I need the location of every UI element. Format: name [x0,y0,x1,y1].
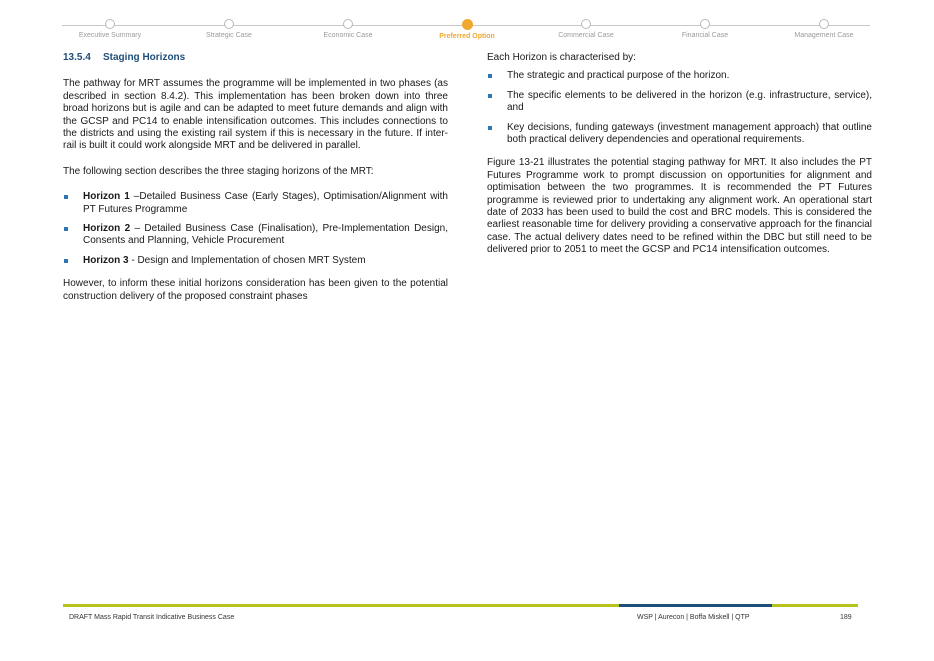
horizons-intro-paragraph: The following section describes the three staging horizons of the MRT: [63,165,374,177]
nav-step-label: Financial Case [681,32,729,39]
list-item [63,223,448,248]
nav-step-commercial-case[interactable] [526,19,646,39]
nav-step-dot [581,19,591,29]
footer-rule-segment [619,604,772,607]
bullet-icon [64,227,68,231]
footer-rule-segment [63,604,619,607]
bullet-icon [488,126,492,130]
nav-step-label: Economic Case [323,32,373,39]
footer-doc-title: DRAFT Mass Rapid Transit Indicative Business Case [69,614,235,621]
bullet-text: The strategic and practical purpose of the horizon. [507,70,730,82]
page-number: 189 [840,614,852,621]
nav-step-dot [819,19,829,29]
section-navigation [62,0,870,50]
characterised-intro: Each Horizon is characterised by: [487,52,636,63]
nav-step-label: Commercial Case [558,32,614,39]
characteristics-list [487,70,872,146]
section-number: 13.5.4 [63,52,91,63]
nav-step-dot [224,19,234,29]
bullet-icon [488,94,492,98]
nav-step-dot [700,19,710,29]
bullet-text: Key decisions, funding gateways (investment management approach) that outline both practical delivery dependencies and operational requirements. [507,121,872,146]
section-title: Staging Horizons [103,52,186,63]
figure-description-paragraph: Figure 13-21 illustrates the potential staging pathway for MRT. It also includes the PT Futures Programme work to prompt discussion on opportunities for alignment and optimisation between the two programmes. It is recommended the PT Futures programme is reviewed prior to undertaking any alignment work. An operational start date of 2033 has been used to build the cost and BRC models. This is considered the earliest reasonable time for delivery providing a conservative approach for the financial case. The actual delivery dates need to be refined within the DBC but still need to be delivered prior to 2051 to meet the GCSP and PC14 intensification outcomes. [487,157,872,256]
nav-step-financial-case[interactable] [645,19,765,39]
horizon-name: Horizon 3 [83,254,129,266]
nav-step-dot [343,19,353,29]
footer-rule-segment [772,604,858,607]
horizon-name: Horizon 1 [83,191,130,203]
nav-step-label: Strategic Case [206,32,252,39]
nav-step-management-case[interactable] [764,19,884,39]
list-item [63,191,448,216]
horizon-text: –Detailed Business Case (Early Stages), Optimisation/Alignment with PT Futures Programme [83,191,448,215]
nav-step-preferred-option[interactable] [407,19,527,40]
nav-step-label: Executive Summary [78,32,142,39]
right-column [487,52,872,270]
list-item [487,122,872,147]
nav-step-label-active: Preferred Option [439,33,495,40]
bullet-icon [64,195,68,199]
footer-rule [63,604,858,607]
list-item [487,90,872,115]
nav-step-strategic-case[interactable] [169,19,289,39]
bullet-icon [64,259,68,263]
nav-step-label: Management Case [794,32,854,39]
left-column [63,52,448,316]
horizons-list [63,191,448,267]
horizon-text: – Detailed Business Case (Finalisation), Pre-Implementation Design, Consents and Planning, Vehicle Procurement [83,223,448,247]
nav-step-dot-active [462,19,473,30]
section-heading [63,52,448,64]
pathway-paragraph: The pathway for MRT assumes the programme will be implemented in two phases (as described in section 8.4.2). This implementation has been broken down into three broad horizons but is agile and can be adapted to meet future demands and align with the GCSP and PC14 to enable intensification outcomes. This includes connections to the districts and using the existing rail system if this is necessary in the future. If inter-rail is built it could work alongside MRT and be delivered in parallel. [63,78,448,152]
footer-authors: WSP | Aurecon | Boffa Miskell | QTP [637,614,750,621]
horizon-text: - Design and Implementation of chosen MRT System [128,254,366,266]
list-item [487,70,872,82]
nav-step-executive-summary[interactable] [50,19,170,39]
construction-paragraph: However, to inform these initial horizons consideration has been given to the potential construction delivery of the proposed constraint phases [63,278,448,302]
bullet-text: The specific elements to be delivered in the horizon (e.g. infrastructure, service), and [507,89,872,114]
nav-step-economic-case[interactable] [288,19,408,39]
horizon-name: Horizon 2 [83,223,131,235]
bullet-icon [488,74,492,78]
list-item [63,255,448,267]
nav-step-dot [105,19,115,29]
